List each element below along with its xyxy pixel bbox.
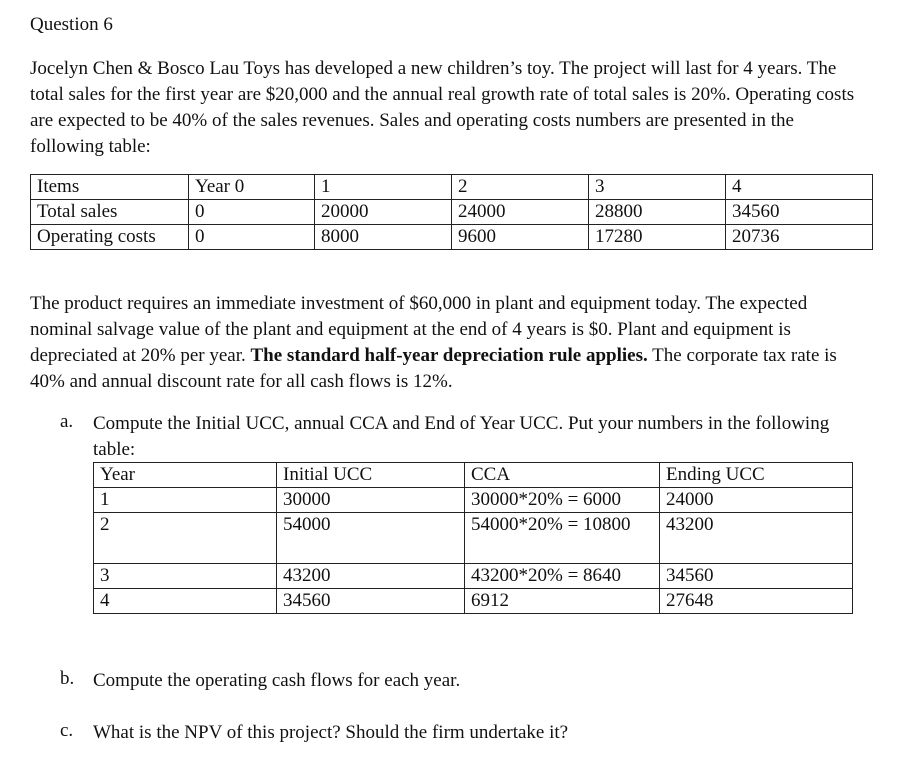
table-cell: 1 bbox=[94, 488, 277, 513]
table-header-row bbox=[94, 463, 853, 488]
table-cell: 6912 bbox=[465, 589, 660, 614]
table-header-cell: 4 bbox=[726, 175, 873, 200]
table-cell: 34560 bbox=[726, 200, 873, 225]
table-header-cell: 1 bbox=[315, 175, 452, 200]
table-cell: Operating costs bbox=[31, 225, 189, 250]
part-b-text: Compute the operating cash flows for each year. bbox=[93, 670, 461, 691]
table-row bbox=[94, 513, 853, 564]
sales-costs-table bbox=[30, 174, 873, 250]
part-b-marker: b. bbox=[60, 668, 75, 689]
table-row bbox=[94, 564, 853, 589]
table-header-cell: Ending UCC bbox=[660, 463, 853, 488]
table-row bbox=[31, 200, 873, 225]
intro-paragraph: Jocelyn Chen & Bosco Lau Toys has developed a new children’s toy. The project will last for 4 years. The total sales for the first year are $20,000 and the annual real growth rate of total sales is 20%. Operating costs are expected to be 40% of the sales revenues. Sales and operating costs numbers are presented in the following table: bbox=[30, 58, 855, 157]
table-cell: 54000*20% = 10800 bbox=[465, 513, 660, 564]
table-header-cell: Initial UCC bbox=[277, 463, 465, 488]
table-header-cell: 2 bbox=[452, 175, 589, 200]
table-cell: 24000 bbox=[660, 488, 853, 513]
part-c-text: What is the NPV of this project? Should the firm undertake it? bbox=[93, 722, 569, 743]
half-year-rule-text: The standard half-year depreciation rule applies. bbox=[250, 345, 648, 366]
table-cell: 0 bbox=[189, 225, 315, 250]
table-cell: 0 bbox=[189, 200, 315, 225]
table-cell: 30000 bbox=[277, 488, 465, 513]
table-header-cell: Year 0 bbox=[189, 175, 315, 200]
part-a-text: Compute the Initial UCC, annual CCA and End of Year UCC. Put your numbers in the following table: bbox=[93, 413, 830, 460]
table-row bbox=[31, 225, 873, 250]
table-header-cell: Year bbox=[94, 463, 277, 488]
table-cell: 17280 bbox=[589, 225, 726, 250]
table-cell: 4 bbox=[94, 589, 277, 614]
table-cell: 3 bbox=[94, 564, 277, 589]
ucc-cca-table bbox=[93, 462, 853, 614]
investment-text: The product requires an immediate investment of $60,000 in plant and equipment today. The expected nominal salvage value of the plant and equipment at the end of 4 years is $0. Plant and equipment is depreciated at 20% per year. bbox=[30, 293, 808, 366]
table-cell: 20000 bbox=[315, 200, 452, 225]
table-cell: 8000 bbox=[315, 225, 452, 250]
table-cell: 43200 bbox=[277, 564, 465, 589]
table-cell: 9600 bbox=[452, 225, 589, 250]
table-cell: Total sales bbox=[31, 200, 189, 225]
table-cell: 2 bbox=[94, 513, 277, 564]
table-cell: 27648 bbox=[660, 589, 853, 614]
table-cell: 20736 bbox=[726, 225, 873, 250]
table-header-row bbox=[31, 175, 873, 200]
table-header-cell: Items bbox=[31, 175, 189, 200]
investment-text-tail: The corporate tax rate is 40% and annual discount rate for all cash flows is 12%. bbox=[30, 345, 837, 392]
table-cell: 24000 bbox=[452, 200, 589, 225]
table-cell: 34560 bbox=[660, 564, 853, 589]
table-row bbox=[94, 589, 853, 614]
part-c-marker: c. bbox=[60, 720, 74, 741]
table-cell: 28800 bbox=[589, 200, 726, 225]
table-row bbox=[94, 488, 853, 513]
table-cell: 43200*20% = 8640 bbox=[465, 564, 660, 589]
table-header-cell: CCA bbox=[465, 463, 660, 488]
table-header-cell: 3 bbox=[589, 175, 726, 200]
part-a-marker: a. bbox=[60, 411, 74, 432]
question-title: Question 6 bbox=[30, 14, 113, 35]
investment-paragraph bbox=[30, 291, 870, 395]
table-cell: 54000 bbox=[277, 513, 465, 564]
table-cell: 34560 bbox=[277, 589, 465, 614]
table-cell: 43200 bbox=[660, 513, 853, 564]
table-cell: 30000*20% = 6000 bbox=[465, 488, 660, 513]
